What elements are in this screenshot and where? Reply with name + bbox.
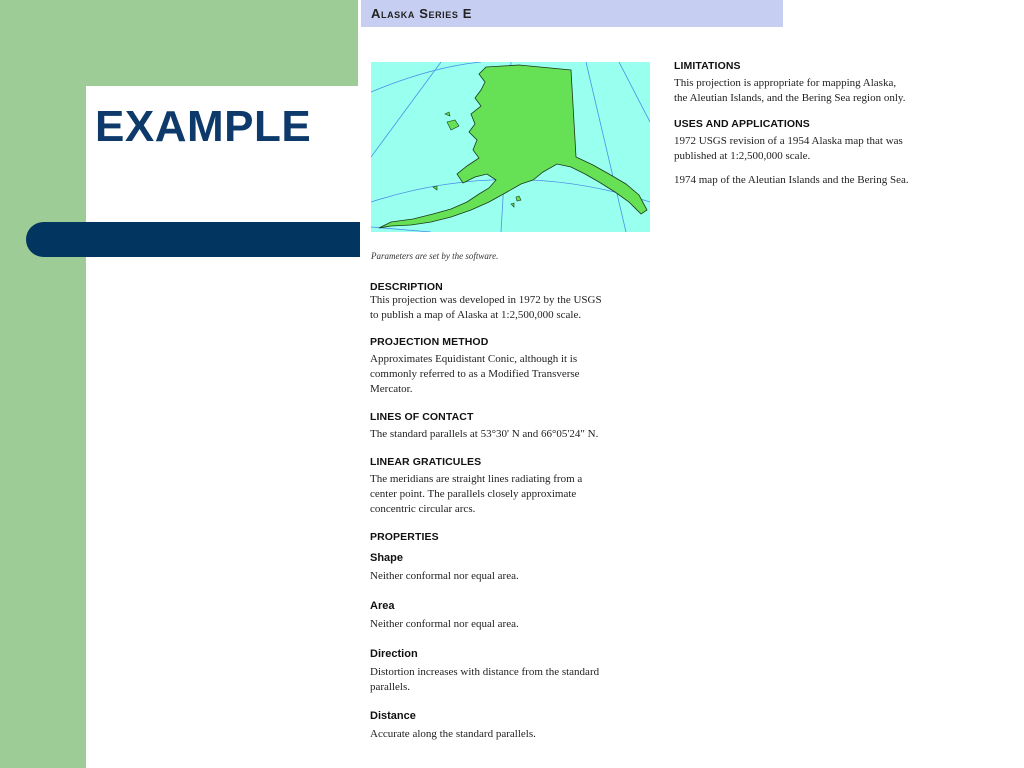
- linear-graticules-line-2: center point. The parallels closely approximate: [370, 488, 577, 500]
- description-heading: DESCRIPTION: [370, 281, 443, 293]
- distance-line-1: Accurate along the standard parallels.: [370, 728, 536, 740]
- properties-heading: PROPERTIES: [370, 531, 439, 543]
- direction-heading: Direction: [370, 648, 418, 660]
- limitations-line-2: the Aleutian Islands, and the Bering Sea region only.: [674, 92, 906, 104]
- limitations-heading: LIMITATIONS: [674, 60, 741, 72]
- description-line-2: to publish a map of Alaska at 1:2,500,000 scale.: [370, 309, 582, 321]
- area-line-1: Neither conformal nor equal area.: [370, 618, 519, 630]
- description-line-1: This projection was developed in 1972 by the USGS: [370, 294, 602, 306]
- direction-line-1: Distortion increases with distance from the standard: [370, 666, 600, 678]
- projection-method-heading: PROJECTION METHOD: [370, 336, 489, 348]
- title-panel: [86, 86, 358, 768]
- shape-line-1: Neither conformal nor equal area.: [370, 570, 519, 582]
- projection-method-line-1: Approximates Equidistant Conic, although it is: [370, 353, 578, 365]
- uses-heading: USES AND APPLICATIONS: [674, 118, 810, 130]
- title-underline-bar: [26, 222, 360, 257]
- linear-graticules-line-3: concentric circular arcs.: [370, 503, 476, 515]
- document-header: [361, 0, 783, 27]
- alaska-map-icon: [371, 62, 650, 232]
- uses-line-3: 1974 map of the Aleutian Islands and the Bering Sea.: [674, 174, 909, 186]
- slide-title: EXAMPLE: [95, 102, 312, 151]
- linear-graticules-line-1: The meridians are straight lines radiating from a: [370, 473, 583, 485]
- shape-heading: Shape: [370, 552, 404, 564]
- uses-line-2: published at 1:2,500,000 scale.: [674, 150, 811, 162]
- left-green-band: [0, 0, 86, 768]
- lines-of-contact-heading: LINES OF CONTACT: [370, 411, 474, 423]
- map-caption: Parameters are set by the software.: [371, 251, 499, 261]
- distance-heading: Distance: [370, 710, 416, 722]
- left-text-column: [370, 281, 660, 742]
- lines-of-contact-line-1: The standard parallels at 53°30' N and 66°05'24" N.: [370, 428, 599, 440]
- area-heading: Area: [370, 600, 395, 612]
- projection-method-line-3: Mercator.: [370, 383, 413, 395]
- uses-line-1: 1972 USGS revision of a 1954 Alaska map that was: [674, 135, 903, 147]
- top-green-band: [86, 0, 358, 86]
- right-text-column: [674, 60, 974, 188]
- document-header-title: Alaska Series E: [371, 6, 472, 21]
- projection-method-line-2: commonly referred to as a Modified Transverse: [370, 368, 580, 380]
- direction-line-2: parallels.: [370, 681, 411, 693]
- linear-graticules-heading: LINEAR GRATICULES: [370, 456, 482, 468]
- limitations-line-1: This projection is appropriate for mapping Alaska,: [674, 77, 897, 89]
